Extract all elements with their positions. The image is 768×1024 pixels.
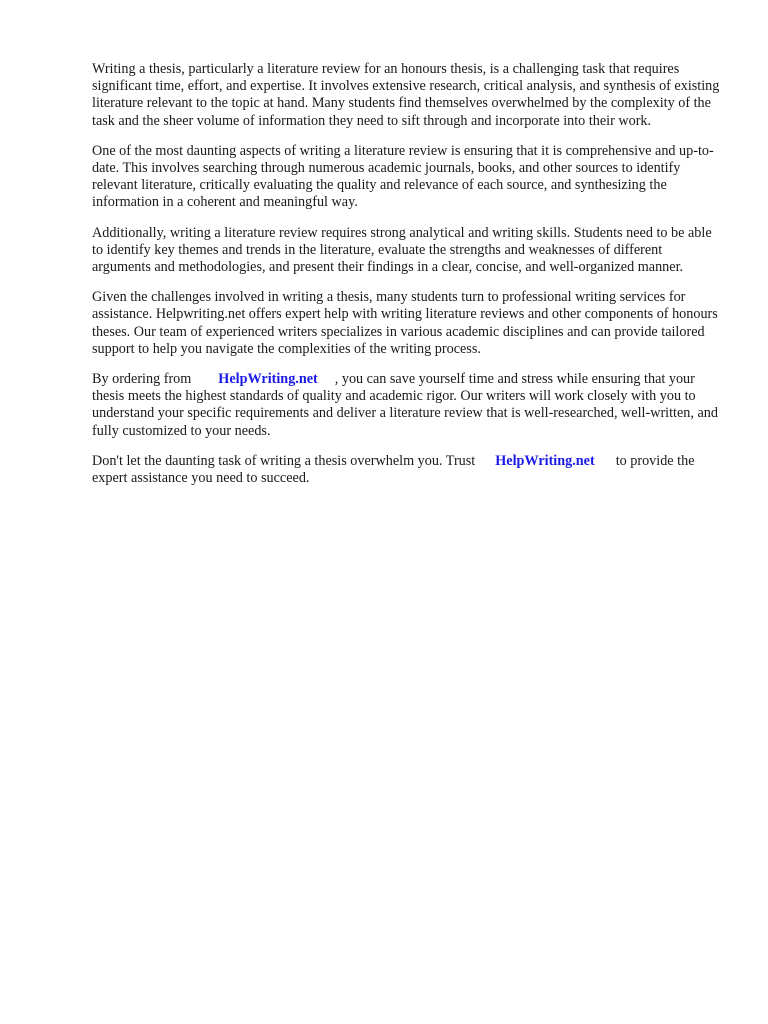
paragraph-trust-lead: Don't let the daunting task of writing a thesis overwhelm you. Trust <box>92 452 476 469</box>
helpwriting-link[interactable]: HelpWriting.net <box>218 371 318 388</box>
paragraph-services: Given the challenges involved in writing a thesis, many students turn to professional writing services for assistance. Helpwriting.net offers expert help with writing literature reviews and other components of honours theses. Our team of experienced writers specializes in various academic disciplines and can provide tailored support to help you navigate the complexities of the writing process. <box>92 289 718 357</box>
document-body <box>92 61 724 500</box>
paragraph-trust-rest: to provide the expert assistance you need to succeed. <box>92 452 695 487</box>
paragraph-intro: Writing a thesis, particularly a literature review for an honours thesis, is a challenging task that requires significant time, effort, and expertise. It involves extensive research, critical analysis, and synthesis of existing literature relevant to the topic at hand. Many students find themselves overwhelmed by the complexity of the task and the sheer volume of information they need to sift through and incorporate into their work. <box>92 61 720 129</box>
helpwriting-link-2[interactable]: HelpWriting.net <box>495 452 595 469</box>
paragraph-daunting-aspects: One of the most daunting aspects of writing a literature review is ensuring that it is comprehensive and up-to-date. This involves searching through numerous academic journals, books, and other sources to identify relevant literature, critically evaluating the quality and relevance of each source, and synthesizing the information in a coherent and meaningful way. <box>92 142 714 211</box>
paragraph-trust <box>92 453 724 487</box>
paragraph-skills: Additionally, writing a literature review requires strong analytical and writing skills. Students need to be able to identify key themes and trends in the literature, evaluate the strengths and weaknesses of different arguments and methodologies, and present their findings in a clear, concise, and well-organized manner. <box>92 224 712 276</box>
paragraph-ordering-rest: , you can save yourself time and stress while ensuring that your thesis meets the highest standards of quality and academic rigor. Our writers will work closely with you to understand your specific requirements and deliver a literature review that is well-researched, well-written, and fully customized to your needs. <box>92 371 718 439</box>
paragraph-ordering <box>92 371 724 440</box>
paragraph-ordering-lead: By ordering from <box>92 371 192 388</box>
